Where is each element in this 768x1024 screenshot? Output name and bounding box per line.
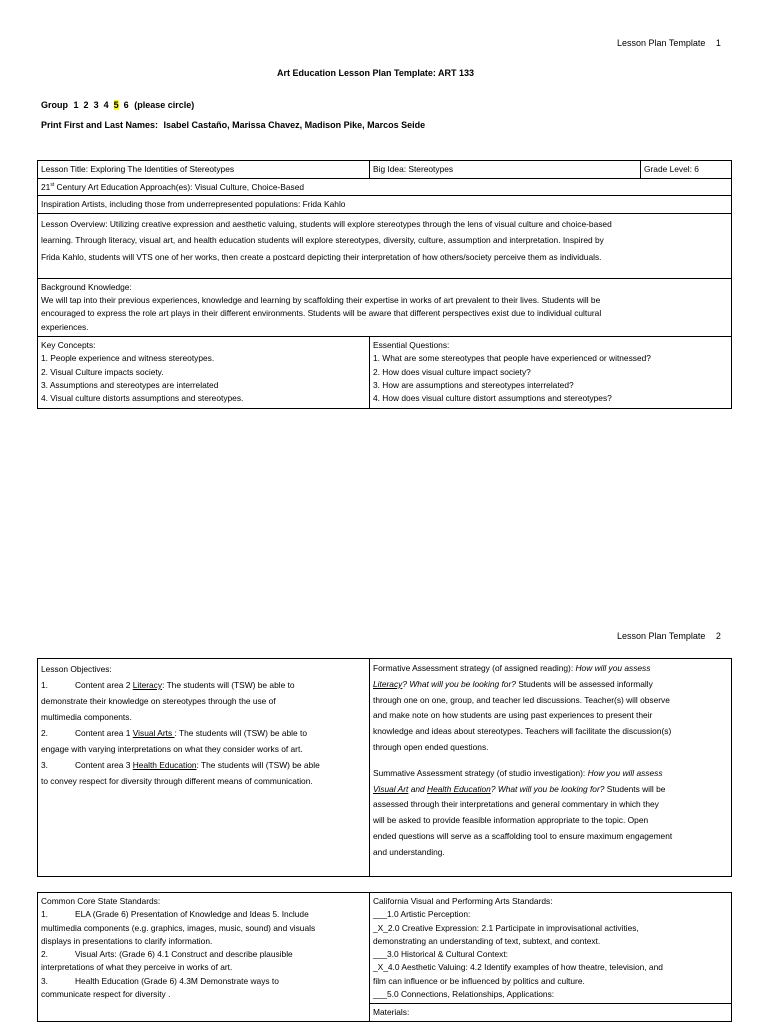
group-note: (please circle)	[134, 100, 195, 110]
ccss-line: 3. Health Education (Grade 6) 4.3M Demonstrate ways to	[41, 975, 279, 986]
summative-text: ended questions will serve as a scaffolding tool to ensure maximum engagement	[373, 830, 673, 841]
vapa-standards-cell	[370, 893, 732, 1004]
objective-item: 1. Content area 2 Literacy: The students will (TSW) be able to	[41, 680, 295, 690]
formative-text: through open ended questions.	[373, 741, 489, 752]
background-line: We will tap into their previous experiences, knowledge and learning by scaffolding their expertise in works of art prevalent to their lives. Students will be	[41, 295, 601, 306]
vapa-line: film can influence or be influenced by politics and culture.	[373, 975, 585, 986]
group-option-2[interactable]: 2	[83, 100, 89, 110]
essential-question-item: 1. What are some stereotypes that people have experienced or witnessed?	[373, 353, 651, 364]
student-names: Isabel Castaño, Marissa Chavez, Madison Pike, Marcos Seide	[163, 120, 426, 130]
names-line	[41, 120, 425, 130]
objective-text: to convey respect for diversity through different means of communication.	[41, 776, 313, 786]
ccss-line: communicate respect for diversity .	[41, 989, 171, 1000]
essential-questions-cell	[370, 337, 732, 408]
overview-line: learning. Through literacy, visual art, and health education students will explore stereotypes, diversity, culture, assumption and interpretation. Inspired by	[41, 235, 604, 246]
objective-item: 2. Content area 1 Visual Arts : The students will (TSW) be able to	[41, 728, 307, 738]
header-title: Lesson Plan Template	[617, 38, 706, 48]
lesson-objectives-cell	[38, 659, 370, 877]
big-idea-cell: Big Idea: Stereotypes	[370, 161, 641, 179]
vapa-line: _X_2.0 Creative Expression: 2.1 Participate in improvisational activities,	[373, 922, 639, 933]
materials-cell: Materials:	[370, 1004, 732, 1022]
key-concept-item: 1. People experience and witness stereotypes.	[41, 353, 215, 364]
summative-assessment-line: Visual Art and Health Education? What will you be looking for? Students will be	[373, 783, 666, 794]
background-knowledge-cell	[38, 278, 732, 336]
names-label: Print First and Last Names:	[41, 120, 159, 130]
group-label: Group	[41, 100, 68, 110]
vapa-label: California Visual and Performing Arts Standards:	[373, 896, 553, 906]
vapa-line: _X_4.0 Aesthetic Valuing: 4.2 Identify examples of how theatre, television, and	[373, 962, 663, 973]
formative-text: through one on one, group, and teacher led discussions. Teacher(s) will observe	[373, 694, 670, 705]
key-concept-item: 3. Assumptions and stereotypes are interrelated	[41, 379, 219, 390]
essential-question-item: 3. How are assumptions and stereotypes interrelated?	[373, 379, 574, 390]
background-label: Background Knowledge:	[41, 281, 132, 292]
key-concept-item: 4. Visual culture distorts assumptions and stereotypes.	[41, 393, 244, 404]
summative-assessment: Summative Assessment strategy (of studio investigation): How you will assess	[373, 767, 663, 778]
standards-table	[37, 892, 732, 1022]
objectives-assessment-table	[37, 658, 732, 877]
objective-text: multimedia components.	[41, 712, 132, 722]
group-option-6[interactable]: 6	[123, 100, 129, 110]
overview-line: Frida Kahlo, students will VTS one of her works, then create a postcard depicting their interpretation of how others/society perceive them as individuals.	[41, 251, 602, 262]
ccss-line: 1. ELA (Grade 6) Presentation of Knowledge and Ideas 5. Include	[41, 909, 309, 920]
essential-question-item: 2. How does visual culture impact society?	[373, 366, 531, 377]
objective-text: engage with varying interpretations on what they consider works of art.	[41, 744, 303, 754]
page-header-2	[617, 631, 721, 641]
lesson-overview-cell	[38, 213, 732, 278]
essential-questions-label: Essential Questions:	[373, 340, 450, 351]
objectives-label: Lesson Objectives:	[41, 664, 112, 674]
key-concept-item: 2. Visual Culture impacts society.	[41, 366, 164, 377]
inspiration-artists-cell: Inspiration Artists, including those from underrepresented populations: Frida Kahlo	[38, 196, 732, 214]
ccss-line: displays in presentations to clarify information.	[41, 935, 213, 946]
vapa-line: ___3.0 Historical & Cultural Context:	[373, 949, 508, 960]
background-line: encouraged to express the role art plays in their different environments. Students will be aware that different perspectives exist due to individual cultural	[41, 308, 602, 319]
formative-assessment: Formative Assessment strategy (of assigned reading): How will you assess	[373, 663, 651, 673]
group-option-3[interactable]: 3	[93, 100, 99, 110]
ccss-label: Common Core State Standards:	[41, 896, 161, 906]
page-number: 2	[715, 631, 721, 641]
approach-cell: 21st Century Art Education Approach(es): Visual Culture, Choice-Based	[38, 178, 732, 196]
key-concepts-label: Key Concepts:	[41, 340, 96, 351]
vapa-line: demonstrating an understanding of text, subtext, and context.	[373, 935, 601, 946]
summative-text: will be asked to provide feasible information appropriate to the topic. Open	[373, 815, 649, 826]
overview-line: Lesson Overview: Utilizing creative expression and aesthetic valuing, students will explore stereotypes through the lens of visual culture and choice-based	[41, 218, 612, 229]
lesson-info-table	[37, 160, 732, 409]
page-number: 1	[715, 38, 721, 48]
ccss-line: multimedia components (e.g. graphics, images, music, sound) and visuals	[41, 922, 316, 933]
document-title: Art Education Lesson Plan Template: ART 133	[277, 68, 475, 78]
essential-question-item: 4. How does visual culture distort assumptions and stereotypes?	[373, 393, 612, 404]
formative-text: knowledge and ideas about stereotypes. Teachers will facilitate the discussion(s)	[373, 726, 672, 737]
group-option-5-highlighted[interactable]: 5	[113, 100, 119, 110]
objective-text: demonstrate their knowledge on stereotypes through the use of	[41, 696, 276, 706]
ccss-line: interpretations of what they perceive in works of art.	[41, 962, 233, 973]
group-option-1[interactable]: 1	[73, 100, 79, 110]
common-core-standards-cell	[38, 893, 370, 1022]
summative-text: assessed through their interpretations and general commentary in which they	[373, 799, 659, 810]
background-line: experiences.	[41, 321, 89, 332]
objective-item: 3. Content area 3 Health Education: The students will (TSW) be able	[41, 760, 320, 770]
vapa-line: ___1.0 Artistic Perception:	[373, 909, 471, 920]
formative-text: and make note on how students are using past experiences to present their	[373, 710, 653, 721]
grade-level-cell: Grade Level: 6	[641, 161, 732, 179]
vapa-line: ___5.0 Connections, Relationships, Applications:	[373, 989, 555, 1000]
page-header	[617, 38, 721, 48]
group-option-4[interactable]: 4	[103, 100, 109, 110]
ccss-line: 2. Visual Arts: (Grade 6) 4.1 Construct and describe plausible	[41, 949, 293, 960]
formative-assessment-line: Literacy? What will you be looking for? Students will be assessed informally	[373, 678, 653, 689]
summative-text: and understanding.	[373, 846, 445, 857]
key-concepts-cell	[38, 337, 370, 408]
assessment-cell	[370, 659, 732, 877]
header-title: Lesson Plan Template	[617, 631, 706, 641]
lesson-title-cell: Lesson Title: Exploring The Identities of Stereotypes	[38, 161, 370, 179]
group-selector	[41, 100, 194, 110]
